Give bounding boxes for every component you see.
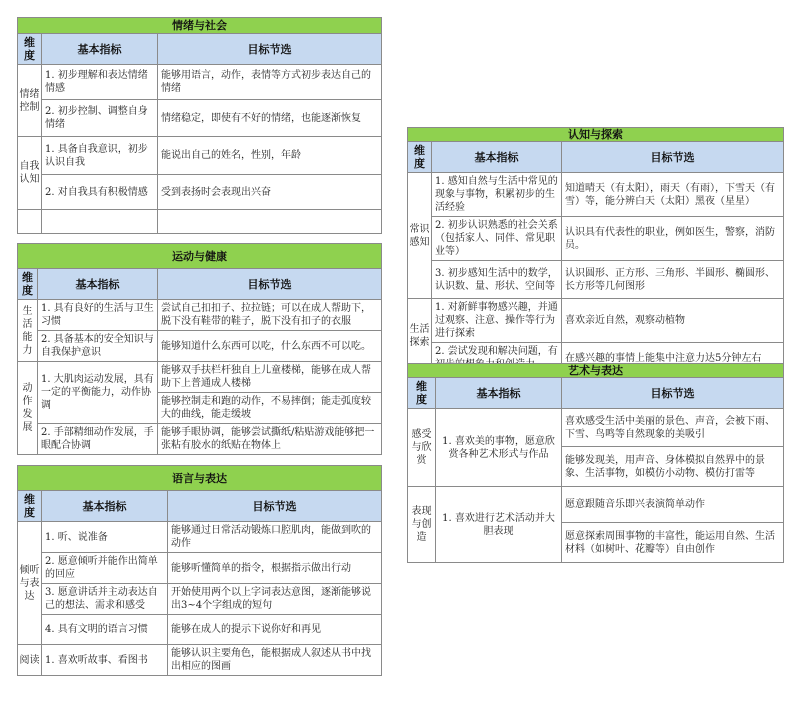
- goal-cell: 能够双手扶栏杆独自上儿童楼梯，能够在成人帮助下上普通成人楼梯: [158, 362, 382, 393]
- goal-cell: 情绪稳定，即使有不好的情绪，也能逐渐恢复: [158, 100, 382, 137]
- col-header-dim: 维度: [18, 34, 42, 65]
- col-header-basic: 基本指标: [42, 34, 158, 65]
- goal-cell: 尝试自己扣扣子、拉拉链；可以在成人帮助下，脱下没有鞋带的鞋子，脱下没有扣子的衣服: [158, 300, 382, 331]
- goal-cell: 开始使用两个以上字词表达意图，逐渐能够说出3~4个字组成的短句: [168, 584, 382, 615]
- table-row: [18, 362, 382, 393]
- col-header-goal: 目标节选: [562, 378, 784, 409]
- basic-cell: 1. 喜欢听故事、看图书: [42, 645, 168, 676]
- cognition-exploration-table: [407, 127, 784, 374]
- table-title: 认知与探索: [408, 128, 784, 142]
- col-header-goal: 目标节选: [158, 269, 382, 300]
- table-row: [18, 522, 382, 553]
- language-expression-table: [17, 465, 382, 676]
- goal-cell: 能够用语言，动作，表情等方式初步表达自己的情绪: [158, 65, 382, 100]
- goal-cell: 受到表扬时会表现出兴奋: [158, 175, 382, 210]
- dimension-cell: 常识感知: [408, 173, 432, 299]
- col-header-basic: 基本指标: [432, 142, 562, 173]
- goal-cell: 愿意跟随音乐即兴表演简单动作: [562, 487, 784, 523]
- col-header-goal: 目标节选: [168, 491, 382, 522]
- basic-cell: 1. 初步理解和表达情绪情感: [42, 65, 158, 100]
- table-row: [18, 100, 382, 137]
- goal-cell: 认识具有代表性的职业，例如医生，警察，消防员。: [562, 217, 784, 261]
- art-expression-table: [407, 363, 784, 563]
- dimension-cell: 生活能力: [18, 300, 38, 362]
- goal-cell: 能够通过日常活动锻炼口腔肌肉，能做到吹的动作: [168, 522, 382, 553]
- basic-cell: 1. 喜欢美的事物，愿意欣赏各种艺术形式与作品: [436, 409, 562, 487]
- dimension-cell: 生活探索: [408, 299, 432, 374]
- table-row: [18, 645, 382, 676]
- col-header-dim: 维度: [408, 378, 436, 409]
- dimension-cell: 感受与欣赏: [408, 409, 436, 487]
- col-header-dim: 维度: [18, 491, 42, 522]
- basic-cell: 1. 对新鲜事物感兴趣，并通过观察、注意、操作等行为进行探索: [432, 299, 562, 343]
- goal-cell: 能够认识主要角色，能根据成人叙述从书中找出相应的图画: [168, 645, 382, 676]
- table-row: [18, 424, 382, 455]
- col-header-goal: 目标节选: [158, 34, 382, 65]
- table-row: [408, 217, 784, 261]
- table-row: [18, 615, 382, 645]
- basic-cell: 1. 具备自我意识，初步认识自我: [42, 137, 158, 175]
- table-row: [18, 175, 382, 210]
- goal-cell: 能够发现美，用声音、身体模拟自然界中的景象、生活事物，如模仿小动物、模仿打雷等: [562, 447, 784, 487]
- goal-cell: 在感兴趣的事情上能集中注意力达5分钟左右: [562, 343, 784, 374]
- goal-cell: 喜欢亲近自然，观察动植物: [562, 299, 784, 343]
- goal-cell: 喜欢感受生活中美丽的景色、声音，会被下雨、下雪、鸟鸣等自然现象的美吸引: [562, 409, 784, 447]
- basic-cell: 1. 喜欢进行艺术活动并大胆表现: [436, 487, 562, 563]
- col-header-basic: 基本指标: [42, 491, 168, 522]
- basic-cell: 1. 大肌肉运动发展，具有一定的平衡能力，动作协调: [38, 362, 158, 424]
- goal-cell: 能够在成人的提示下说你好和再见: [168, 615, 382, 645]
- table-row: [408, 173, 784, 217]
- basic-cell: 2. 对自我具有积极情感: [42, 175, 158, 210]
- dimension-cell: 阅读: [18, 645, 42, 676]
- goal-cell: 认识圆形、正方形、三角形、半圆形、椭圆形、长方形等几何图形: [562, 261, 784, 299]
- basic-cell: 1. 具有良好的生活与卫生习惯: [38, 300, 158, 331]
- table-title: 语言与表达: [18, 466, 382, 491]
- basic-cell: 2. 初步控制、调整自身情绪: [42, 100, 158, 137]
- goal-cell: 能够听懂简单的指令，根据指示做出行动: [168, 553, 382, 584]
- basic-cell: 2. 手部精细动作发展，手眼配合协调: [38, 424, 158, 455]
- table-row: [408, 261, 784, 299]
- dimension-cell: 倾听与表达: [18, 522, 42, 645]
- table-row: [408, 299, 784, 343]
- table-title: 艺术与表达: [408, 364, 784, 378]
- basic-cell: 2. 愿意倾听并能作出简单的回应: [42, 553, 168, 584]
- goal-cell: 能够知道什么东西可以吃，什么东西不可以吃。: [158, 331, 382, 362]
- basic-cell: 3. 初步感知生活中的数学，认识数、量、形状、空间等: [432, 261, 562, 299]
- basic-cell: 3. 愿意讲话并主动表达自己的想法、需求和感受: [42, 584, 168, 615]
- table-title: 情绪与社会: [18, 18, 382, 34]
- col-header-basic: 基本指标: [38, 269, 158, 300]
- emotion-social-table: [17, 17, 382, 234]
- basic-cell: 1. 听、说准备: [42, 522, 168, 553]
- table-row: [18, 584, 382, 615]
- dimension-cell: 动作发展: [18, 362, 38, 455]
- table-row: [408, 487, 784, 523]
- table-row: [18, 331, 382, 362]
- goal-cell: 能说出自己的姓名，性别，年龄: [158, 137, 382, 175]
- table-row: [18, 137, 382, 175]
- basic-cell: 1. 感知自然与生活中常见的现象与事物，积累初步的生活经验: [432, 173, 562, 217]
- basic-cell: 2. 尝试发现和解决问题，有: [432, 343, 562, 374]
- goal-cell: 能够手眼协调，能够尝试撕纸/粘贴游戏能够把一张粘有胶水的纸贴在物体上: [158, 424, 382, 455]
- table-row: [408, 409, 784, 447]
- motion-health-table: [17, 243, 382, 455]
- col-header-dim: 维度: [408, 142, 432, 173]
- basic-cell: 2. 具备基本的安全知识与自我保护意识: [38, 331, 158, 362]
- table-row: [18, 300, 382, 331]
- goal-cell: 愿意探索周围事物的丰富性，能运用自然、生活材料（如树叶、花瓣等）自由创作: [562, 523, 784, 563]
- basic-cell: 4. 具有文明的语言习惯: [42, 615, 168, 645]
- dimension-cell: 自我认知: [18, 137, 42, 210]
- table-title: 运动与健康: [18, 244, 382, 269]
- dimension-cell: 表现与创造: [408, 487, 436, 563]
- table-row: [18, 553, 382, 584]
- goal-cell: 知道晴天（有太阳），雨天（有雨），下雪天（有雪）等，能分辨白天（太阳）黑夜（星星）: [562, 173, 784, 217]
- col-header-dim: 维度: [18, 269, 38, 300]
- goal-cell: 能够控制走和跑的动作，不易摔倒；能走弧度较大的曲线，能走缓坡: [158, 393, 382, 424]
- basic-cell: 2. 初步认识熟悉的社会关系（包括家人、同伴、常见职业等）: [432, 217, 562, 261]
- dimension-cell: 情绪控制: [18, 65, 42, 137]
- col-header-basic: 基本指标: [436, 378, 562, 409]
- col-header-goal: 目标节选: [562, 142, 784, 173]
- table-row: [18, 65, 382, 100]
- empty-row: [18, 210, 382, 234]
